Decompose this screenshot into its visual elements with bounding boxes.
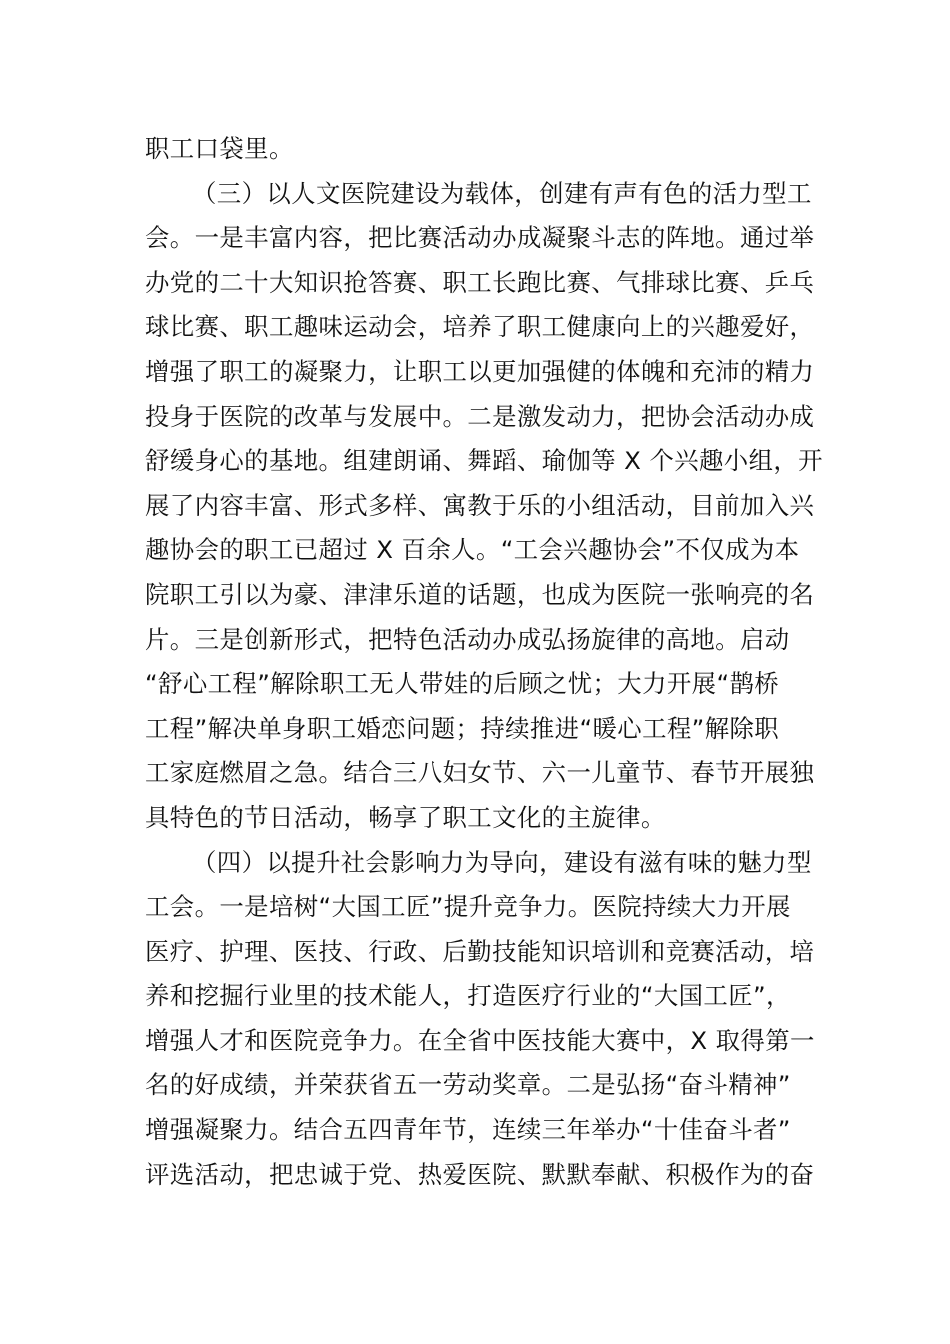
text-line: 职工口袋里。 [145, 134, 294, 163]
paragraph-start-line: （四）以提升社会影响力为导向，建设有滋有味的魅力型 [192, 847, 812, 877]
text-line: 增强了职工的凝聚力，让职工以更加强健的体魄和充沛的精力 [145, 356, 815, 386]
text-line: 医疗、护理、医技、行政、后勤技能知识培训和竞赛活动，培 [145, 936, 815, 966]
text-line: 增强人才和医院竞争力。在全省中医技能大赛中，X 取得第一 [145, 1025, 815, 1055]
text-line: 展了内容丰富、形式多样、寓教于乐的小组活动，目前加入兴 [145, 490, 815, 520]
text-line: 养和挖掘行业里的技术能人，打造医疗行业的“大国工匠”， [145, 981, 791, 1011]
text-line: 具特色的节日活动，畅享了职工文化的主旋律。 [145, 802, 666, 832]
text-line: 片。三是创新形式，把特色活动办成弘扬旋律的高地。启动 [145, 624, 790, 654]
text-line: 投身于医院的改革与发展中。二是激发动力，把协会活动办成 [145, 401, 815, 431]
text-line: 工会。一是培树“大国工匠”提升竞争力。医院持续大力开展 [145, 892, 791, 922]
text-line: 评选活动，把忠诚于党、热爱医院、默默奉献、积极作为的奋 [145, 1159, 815, 1189]
text-line: 工家庭燃眉之急。结合三八妇女节、六一儿童节、春节开展独 [145, 758, 815, 788]
text-line: 球比赛、职工趣味运动会，培养了职工健康向上的兴趣爱好， [145, 312, 815, 342]
text-line: 舒缓身心的基地。组建朗诵、舞蹈、瑜伽等 X 个兴趣小组，开 [145, 446, 823, 476]
body-text [145, 127, 823, 1197]
text-line: 增强凝聚力。结合五四青年节，连续三年举办“十佳奋斗者” [145, 1115, 791, 1145]
text-line: 会。一是丰富内容，把比赛活动办成凝聚斗志的阵地。通过举 [145, 223, 815, 253]
text-line: 工程”解决单身职工婚恋问题；持续推进“暖心工程”解除职 [145, 713, 780, 743]
text-line: 名的好成绩，并荣获省五一劳动奖章。二是弘扬“奋斗精神” [145, 1070, 791, 1100]
text-line: 院职工引以为豪、津津乐道的话题，也成为医院一张响亮的名 [145, 579, 815, 609]
text-line: “舒心工程”解除职工无人带娃的后顾之忧；大力开展“鹊桥 [145, 669, 780, 699]
paragraph-start-line: （三）以人文医院建设为载体，创建有声有色的活力型工 [192, 178, 812, 208]
text-line: 办党的二十大知识抢答赛、职工长跑比赛、气排球比赛、乒乓 [145, 267, 815, 297]
text-line: 趣协会的职工已超过 X 百余人。“工会兴趣协会”不仅成为本 [145, 535, 800, 565]
